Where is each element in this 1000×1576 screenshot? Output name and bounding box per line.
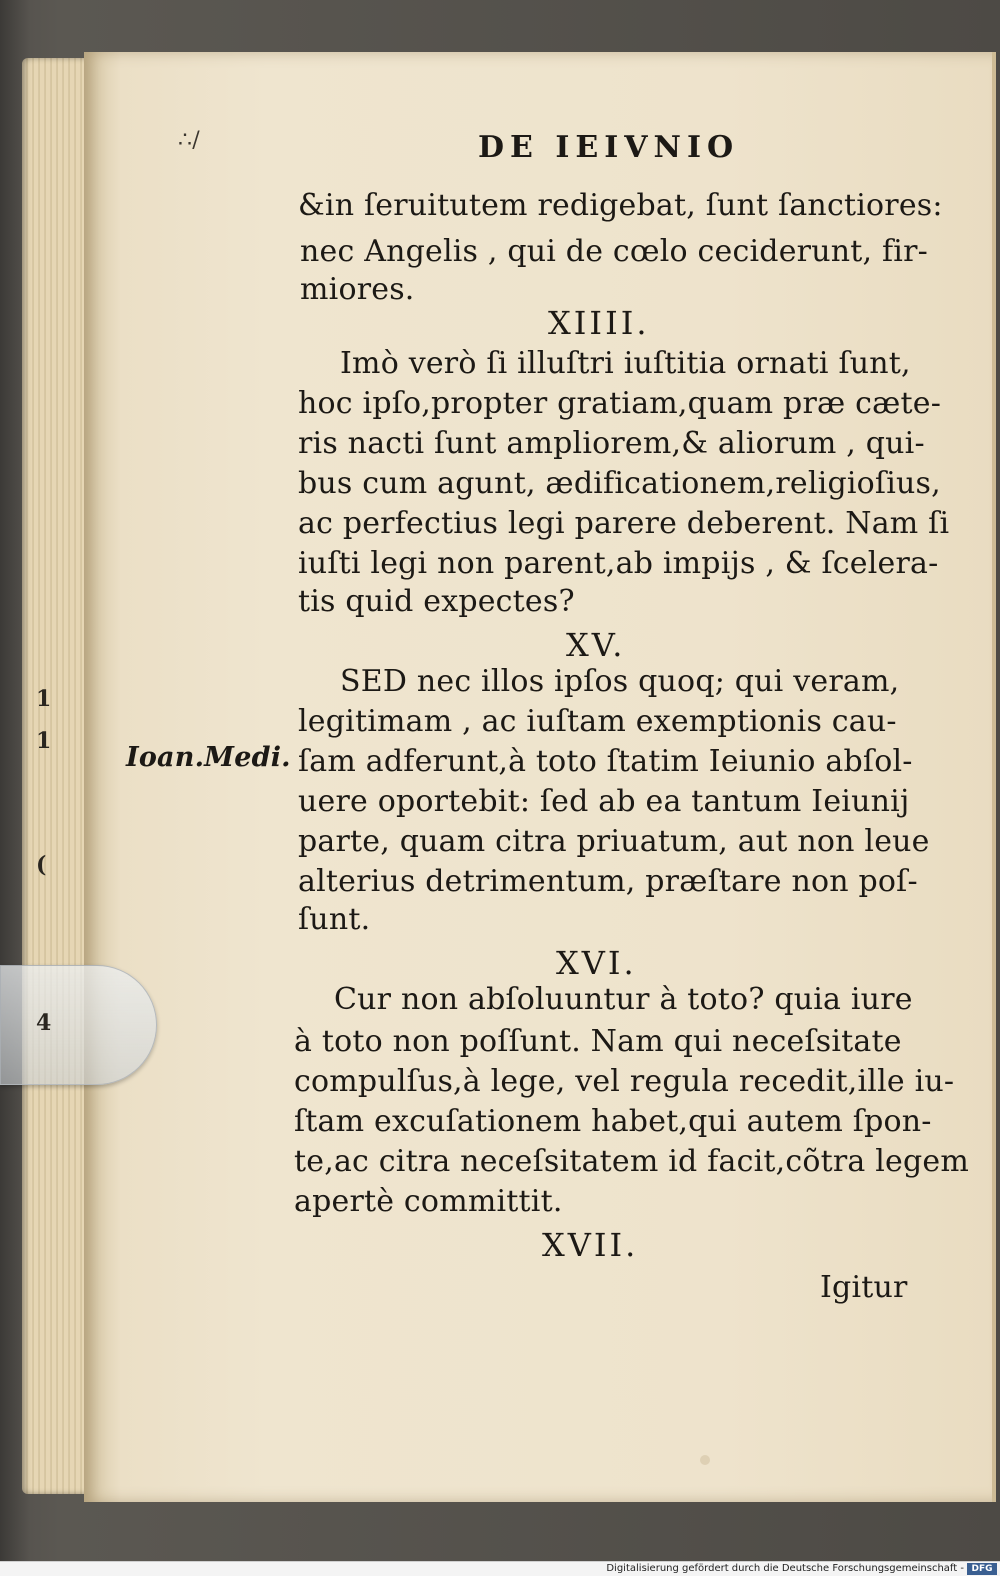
text-line: bus cum agunt, ædificationem,religioſius,: [298, 466, 941, 501]
text-line: à toto non poſſunt. Nam qui neceſsitate: [294, 1024, 902, 1059]
page-stain: [700, 1455, 710, 1465]
text-line: apertè committit.: [294, 1184, 563, 1219]
text-line: ac perfectius legi parere deberent. Nam ſi: [298, 506, 950, 541]
text-line: SED nec illos ipſos quoq; qui veram,: [340, 664, 900, 699]
stack-mark: 1: [36, 686, 52, 712]
footer-credit: Digitalisierung gefördert durch die Deutsche Forschungsgemeinschaft -: [606, 1563, 964, 1574]
text-line: nec Angelis , qui de cœlo ceciderunt, fir-: [300, 234, 928, 269]
stack-mark: (: [36, 852, 47, 878]
text-line: tis quid expectes?: [298, 584, 575, 619]
text-line: parte, quam citra priuatum, aut non leue: [298, 824, 930, 859]
page-edges: [22, 58, 92, 1494]
text-line: ſunt.: [298, 902, 371, 937]
catchword: Igitur: [820, 1270, 908, 1305]
footer-bar: [0, 1561, 1000, 1576]
page-clip: [0, 965, 157, 1085]
stack-mark: 4: [36, 1010, 52, 1036]
text-line: te,ac citra neceſsitatem id facit,cõtra legem: [294, 1144, 969, 1179]
text-line: iuſti legi non parent,ab impijs , & ſcelera-: [298, 546, 939, 581]
text-line: ſtam excuſationem habet,qui autem ſpon-: [294, 1104, 932, 1139]
text-line: legitimam , ac iuſtam exemptionis cau-: [298, 704, 897, 739]
text-line: Imò verò ſi illuſtri iuſtitia ornati ſunt,: [340, 346, 911, 381]
stack-mark: 1: [36, 728, 52, 754]
page-right-edge: [992, 52, 996, 1502]
text-line: alterius detrimentum, præſtare non poſ-: [298, 864, 918, 899]
page-header: DE IEIVNIO: [478, 130, 740, 165]
section-number: XV.: [566, 626, 626, 664]
corner-mark: ∴/: [178, 128, 200, 153]
section-number: XVII.: [542, 1226, 639, 1264]
text-line: miores.: [300, 272, 415, 307]
text-line: Cur non abſoluuntur à toto? quia iure: [334, 982, 913, 1017]
text-line: uere oportebit: ſed ab ea tantum Ieiunij: [298, 784, 910, 819]
text-line: ſam adferunt,à toto ſtatim Ieiunio abſol-: [298, 744, 913, 779]
text-line: ris nacti ſunt ampliorem,& aliorum , qui-: [298, 426, 925, 461]
section-number: XVI.: [556, 944, 637, 982]
text-line: hoc ipſo,propter gratiam,quam præ cæte-: [298, 386, 942, 421]
text-line: &in ſeruitutem redigebat, ſunt ſanctiores:: [298, 188, 943, 223]
dfg-logo-icon: DFG: [967, 1563, 997, 1575]
section-number: XIIII.: [548, 304, 650, 342]
marginal-note: Ioan.Medi.: [126, 742, 291, 773]
text-line: compulſus,à lege, vel regula recedit,ille iu-: [294, 1064, 955, 1099]
